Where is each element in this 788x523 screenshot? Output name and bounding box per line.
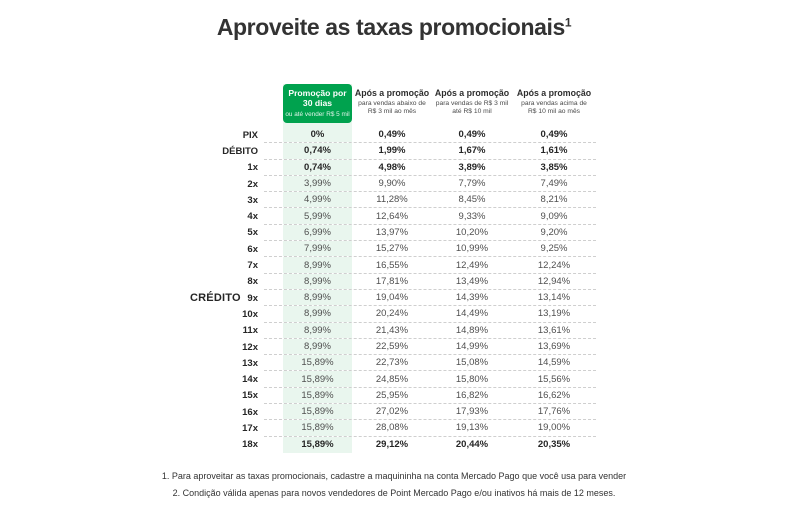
table-row bbox=[190, 355, 596, 371]
page-title bbox=[0, 14, 788, 41]
row-label: 14x bbox=[242, 374, 258, 386]
row-cells bbox=[264, 127, 596, 143]
row-label-cell bbox=[190, 404, 258, 420]
row-label-cell bbox=[190, 306, 258, 322]
header-gap bbox=[264, 84, 283, 127]
cell-after-promo-low: 25,95% bbox=[375, 389, 409, 401]
cell-after-promo-high: 13,14% bbox=[537, 292, 571, 304]
cell-after-promo-mid: 16,82% bbox=[455, 389, 489, 401]
cell-after-promo-high: 0,49% bbox=[540, 129, 568, 141]
promo-header-line2: 30 dias bbox=[302, 97, 333, 108]
promo-header-badge bbox=[283, 84, 352, 123]
table-row bbox=[190, 208, 596, 224]
column-header-after-promo-high: Após a promoção para vendas acima de R$ 10 mil ao mês bbox=[516, 88, 592, 116]
row-cells bbox=[264, 241, 596, 257]
row-label-cell bbox=[190, 225, 258, 241]
cell-after-promo-high: 17,76% bbox=[537, 406, 571, 418]
row-gap bbox=[264, 241, 283, 256]
table-row bbox=[190, 176, 596, 192]
row-label-cell bbox=[190, 339, 258, 355]
cell-after-promo-high: 16,62% bbox=[537, 389, 571, 401]
cell-after-promo-mid: 7,79% bbox=[458, 178, 486, 190]
table-row bbox=[190, 192, 596, 208]
cell-after-promo-mid: 14,89% bbox=[455, 324, 489, 336]
row-label: 12x bbox=[242, 341, 258, 353]
row-cells bbox=[264, 355, 596, 371]
cell-after-promo-high: 13,19% bbox=[537, 308, 571, 320]
row-label: 4x bbox=[247, 211, 258, 223]
cell-after-promo-mid: 14,49% bbox=[455, 308, 489, 320]
title-footnote-marker: 1 bbox=[564, 15, 572, 30]
cell-promo-rate: 15,89% bbox=[283, 388, 352, 403]
row-gap bbox=[264, 176, 283, 191]
cell-after-promo-mid: 1,67% bbox=[458, 145, 486, 157]
cell-promo-rate: 0,74% bbox=[283, 143, 352, 158]
column-header-after-promo-low: Após a promoção para vendas abaixo de R$ 3 mil ao mês bbox=[354, 88, 430, 116]
cell-promo-rate: 15,89% bbox=[283, 437, 352, 453]
credit-group-label: CRÉDITO bbox=[190, 292, 241, 305]
cell-after-promo-low: 20,24% bbox=[375, 308, 409, 320]
cell-after-promo-mid: 10,20% bbox=[455, 226, 489, 238]
promo-column-header-cell bbox=[283, 84, 352, 127]
row-cells bbox=[264, 143, 596, 159]
row-label: DÉBITO bbox=[222, 145, 258, 157]
cell-after-promo-low: 21,43% bbox=[375, 324, 409, 336]
row-label-cell bbox=[190, 208, 258, 224]
row-label: 18x bbox=[242, 439, 258, 451]
table-row bbox=[190, 257, 596, 273]
cell-promo-rate: 8,99% bbox=[283, 306, 352, 321]
cell-after-promo-high: 13,61% bbox=[537, 324, 571, 336]
cell-after-promo-low: 11,28% bbox=[376, 194, 408, 206]
row-label-cell bbox=[190, 192, 258, 208]
cell-after-promo-low: 19,04% bbox=[375, 292, 409, 304]
header-cells bbox=[264, 84, 596, 127]
column-header-after-promo-mid: Após a promoção para vendas de R$ 3 mil até R$ 10 mil bbox=[434, 88, 510, 116]
row-label: 6x bbox=[247, 243, 258, 255]
row-gap bbox=[264, 192, 283, 207]
row-label-cell bbox=[190, 355, 258, 371]
cell-promo-rate: 4,99% bbox=[283, 192, 352, 207]
cell-promo-rate: 8,99% bbox=[283, 323, 352, 338]
cell-after-promo-low: 12,64% bbox=[375, 210, 409, 222]
row-cells bbox=[264, 388, 596, 404]
cell-after-promo-low: 1,99% bbox=[378, 145, 406, 157]
cell-after-promo-high: 9,20% bbox=[540, 226, 568, 238]
cell-after-promo-low: 17,81% bbox=[375, 275, 409, 287]
cell-after-promo-low: 4,98% bbox=[378, 161, 406, 173]
table-row bbox=[190, 388, 596, 404]
cell-promo-rate: 0,74% bbox=[283, 160, 352, 175]
row-gap bbox=[264, 388, 283, 403]
table-body bbox=[190, 127, 596, 453]
cell-after-promo-high: 3,85% bbox=[540, 161, 568, 173]
row-cells bbox=[264, 274, 596, 290]
row-cells bbox=[264, 192, 596, 208]
cell-after-promo-mid: 0,49% bbox=[458, 129, 486, 141]
cell-after-promo-high: 9,09% bbox=[540, 210, 568, 222]
row-gap bbox=[264, 160, 283, 175]
header-label-spacer bbox=[190, 84, 258, 127]
cell-after-promo-mid: 14,99% bbox=[455, 341, 489, 352]
table-row bbox=[190, 306, 596, 322]
row-label-cell bbox=[190, 437, 258, 453]
cell-after-promo-high: 15,56% bbox=[537, 373, 571, 385]
row-label-cell bbox=[190, 290, 258, 306]
cell-after-promo-mid: 14,39% bbox=[455, 292, 489, 304]
cell-promo-rate: 0% bbox=[283, 127, 352, 142]
row-cells bbox=[264, 290, 596, 306]
footnotes bbox=[0, 471, 788, 505]
cell-after-promo-mid: 19,13% bbox=[455, 422, 489, 434]
row-label-cell bbox=[190, 274, 258, 290]
row-label: 16x bbox=[242, 406, 258, 418]
table-row bbox=[190, 143, 596, 159]
cell-after-promo-mid: 15,80% bbox=[455, 373, 489, 385]
row-gap bbox=[264, 437, 283, 453]
cell-promo-rate: 15,89% bbox=[283, 371, 352, 386]
cell-after-promo-low: 24,85% bbox=[375, 373, 409, 385]
row-cells bbox=[264, 208, 596, 224]
cell-after-promo-high: 7,49% bbox=[540, 178, 568, 190]
table-row bbox=[190, 225, 596, 241]
cell-after-promo-low: 15,27% bbox=[375, 243, 409, 255]
cell-after-promo-mid: 10,99% bbox=[455, 243, 489, 255]
cell-after-promo-low: 29,12% bbox=[375, 439, 409, 451]
table-row bbox=[190, 323, 596, 339]
table-row bbox=[190, 420, 596, 436]
footnote-2: 2. Condição válida apenas para novos vendedores de Point Mercado Pago e/ou inativos há mais de 12 meses. bbox=[172, 487, 616, 498]
row-label-cell bbox=[190, 143, 258, 159]
row-label: 11x bbox=[242, 325, 258, 337]
cell-promo-rate: 7,99% bbox=[283, 241, 352, 256]
cell-promo-rate: 15,89% bbox=[283, 420, 352, 435]
row-label-cell bbox=[190, 241, 258, 257]
row-label: 8x bbox=[247, 276, 258, 288]
row-gap bbox=[264, 306, 283, 321]
cell-after-promo-high: 1,61% bbox=[540, 145, 568, 157]
cell-after-promo-low: 13,97% bbox=[375, 226, 409, 238]
row-gap bbox=[264, 257, 283, 272]
cell-after-promo-low: 28,08% bbox=[375, 422, 409, 434]
row-label-cell bbox=[190, 420, 258, 436]
table-header-row bbox=[190, 84, 596, 127]
cell-after-promo-low: 9,90% bbox=[378, 178, 406, 190]
table-row bbox=[190, 404, 596, 420]
row-gap bbox=[264, 225, 283, 240]
row-label: 10x bbox=[242, 308, 258, 320]
cell-promo-rate: 8,99% bbox=[283, 274, 352, 289]
table-row bbox=[190, 437, 596, 453]
row-gap bbox=[264, 323, 283, 338]
rates-table bbox=[190, 84, 596, 453]
row-gap bbox=[264, 371, 283, 386]
row-label-cell bbox=[190, 388, 258, 404]
row-gap bbox=[264, 355, 283, 370]
row-cells bbox=[264, 371, 596, 387]
cell-after-promo-mid: 13,49% bbox=[455, 275, 489, 287]
cell-after-promo-mid: 3,89% bbox=[458, 161, 486, 173]
row-label-cell bbox=[190, 160, 258, 176]
row-cells bbox=[264, 225, 596, 241]
row-label: 2x bbox=[247, 178, 258, 190]
cell-after-promo-mid: 15,08% bbox=[455, 357, 489, 369]
row-gap bbox=[264, 290, 283, 305]
cell-after-promo-low: 22,73% bbox=[375, 357, 409, 369]
row-label: PIX bbox=[242, 129, 258, 141]
cell-after-promo-high: 12,94% bbox=[537, 275, 571, 287]
table-row bbox=[190, 127, 596, 143]
cell-after-promo-mid: 9,33% bbox=[458, 210, 486, 222]
row-label-cell bbox=[190, 176, 258, 192]
row-label-cell bbox=[190, 257, 258, 273]
cell-after-promo-low: 27,02% bbox=[375, 406, 409, 418]
promo-header-line3: ou até vender R$ 5 mil bbox=[285, 110, 350, 118]
row-gap bbox=[264, 127, 283, 142]
table-row bbox=[190, 160, 596, 176]
row-cells bbox=[264, 176, 596, 192]
row-label: 5x bbox=[247, 227, 258, 239]
cell-after-promo-mid: 20,44% bbox=[455, 439, 489, 451]
row-gap bbox=[264, 143, 283, 158]
row-label: 7x bbox=[247, 260, 258, 272]
table-row bbox=[190, 371, 596, 387]
cell-after-promo-low: 22,59% bbox=[375, 341, 409, 352]
cell-after-promo-high: 20,35% bbox=[537, 439, 571, 451]
row-cells bbox=[264, 339, 596, 355]
page-title-text: Aproveite as taxas promocionais bbox=[216, 14, 565, 40]
cell-after-promo-low: 16,55% bbox=[375, 259, 409, 271]
row-cells bbox=[264, 420, 596, 436]
row-gap bbox=[264, 274, 283, 289]
row-label: 13x bbox=[242, 357, 258, 369]
row-label-cell bbox=[190, 127, 258, 143]
cell-after-promo-high: 9,25% bbox=[540, 243, 568, 255]
cell-after-promo-high: 19,00% bbox=[537, 422, 571, 434]
row-label-cell bbox=[190, 371, 258, 387]
promo-header-line1: Promoção por bbox=[288, 88, 347, 99]
cell-promo-rate: 6,99% bbox=[283, 225, 352, 240]
cell-promo-rate: 8,99% bbox=[283, 257, 352, 272]
row-label: 15x bbox=[242, 390, 258, 402]
table-row bbox=[190, 290, 596, 306]
row-gap bbox=[264, 404, 283, 419]
row-gap bbox=[264, 208, 283, 223]
row-gap bbox=[264, 339, 283, 354]
cell-after-promo-high: 13,69% bbox=[537, 341, 571, 352]
cell-promo-rate: 3,99% bbox=[283, 176, 352, 191]
cell-after-promo-high: 12,24% bbox=[537, 259, 571, 271]
row-label: 3x bbox=[247, 194, 258, 206]
table-row bbox=[190, 339, 596, 355]
cell-promo-rate: 5,99% bbox=[283, 208, 352, 223]
cell-after-promo-low: 0,49% bbox=[378, 129, 406, 141]
row-label: 17x bbox=[242, 422, 258, 434]
row-gap bbox=[264, 420, 283, 435]
cell-after-promo-mid: 12,49% bbox=[455, 259, 489, 271]
row-label: 1x bbox=[247, 162, 258, 174]
cell-after-promo-high: 8,21% bbox=[540, 194, 568, 206]
table-row bbox=[190, 274, 596, 290]
row-cells bbox=[264, 437, 596, 453]
cell-after-promo-mid: 17,93% bbox=[455, 406, 489, 418]
row-cells bbox=[264, 160, 596, 176]
cell-promo-rate: 8,99% bbox=[283, 339, 352, 354]
cell-promo-rate: 15,89% bbox=[283, 355, 352, 370]
row-label-cell bbox=[190, 323, 258, 339]
footnote-1: 1. Para aproveitar as taxas promocionais, cadastre a maquininha na conta Mercado Pago que você usa para vender bbox=[161, 471, 627, 481]
row-cells bbox=[264, 404, 596, 420]
cell-after-promo-high: 14,59% bbox=[537, 357, 571, 369]
row-label: 9x bbox=[247, 292, 258, 304]
cell-promo-rate: 8,99% bbox=[283, 290, 352, 305]
cell-promo-rate: 15,89% bbox=[283, 404, 352, 419]
row-cells bbox=[264, 323, 596, 339]
row-cells bbox=[264, 306, 596, 322]
table-row bbox=[190, 241, 596, 257]
cell-after-promo-mid: 8,45% bbox=[458, 194, 486, 206]
row-cells bbox=[264, 257, 596, 273]
